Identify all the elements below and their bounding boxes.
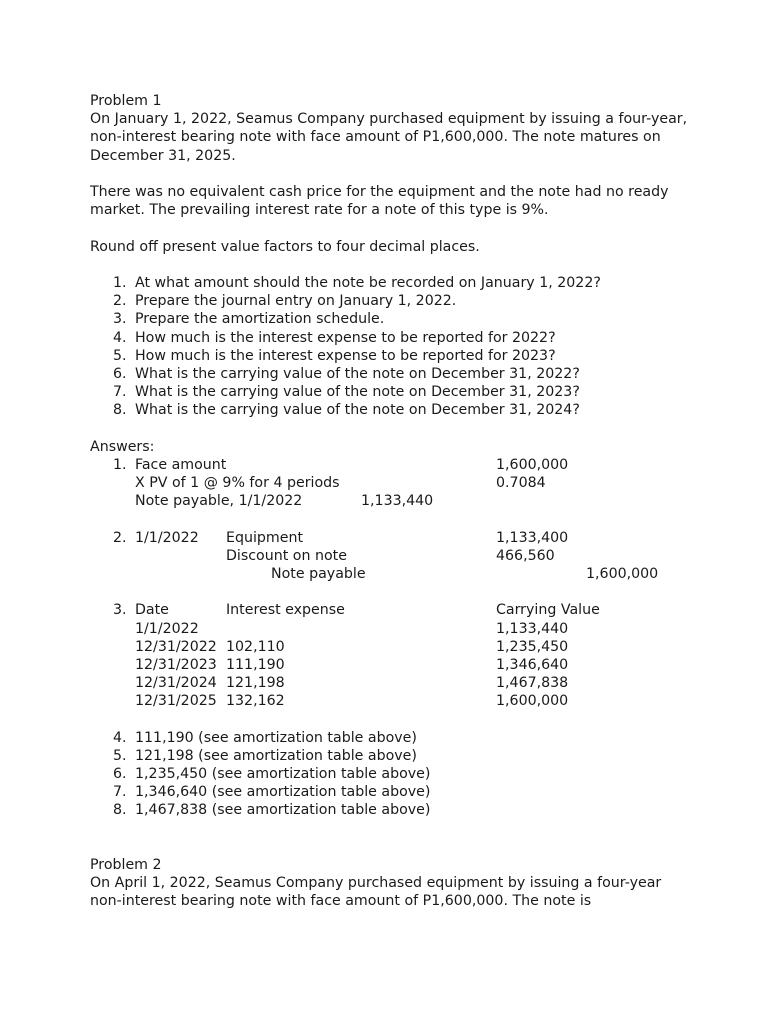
question-item: 8. What is the carrying value of the note on December 31, 2024? xyxy=(113,402,580,419)
question-item: 6. What is the carrying value of the note on December 31, 2022? xyxy=(113,365,580,382)
list-item: 4. 111,190 (see amortization table above) xyxy=(113,729,417,746)
answer-number: 3. xyxy=(113,602,127,619)
question-item: 1. At what amount should the note be recorded on January 1, 2022? xyxy=(113,274,601,291)
debit-account-2: Discount on note xyxy=(226,547,347,564)
table-row: 12/31/2025 132,162 1,600,000 xyxy=(135,693,569,710)
debit-account-1: Equipment xyxy=(226,529,304,546)
list-item: 8. 1,467,838 (see amortization table above) xyxy=(113,802,431,819)
questions-list xyxy=(90,274,690,420)
answer-number: 1. xyxy=(113,456,127,473)
pv-factor-value: 0.7084 xyxy=(496,475,546,492)
header-date: Date xyxy=(135,602,169,619)
list-item: 7. 1,346,640 (see amortization table above) xyxy=(113,784,431,801)
question-item: 5. How much is the interest expense to be reported for 2023? xyxy=(113,347,556,364)
question-item: 2. Prepare the journal entry on January 1, 2022. xyxy=(113,293,457,310)
journal-date: 1/1/2022 xyxy=(135,529,199,546)
problem1-title: Problem 1 xyxy=(90,93,162,109)
schedule-header xyxy=(90,601,690,619)
debit-amount-1: 1,133,400 xyxy=(496,529,569,546)
pv-factor-label: X PV of 1 @ 9% for 4 periods xyxy=(135,475,340,492)
face-amount-value: 1,600,000 xyxy=(496,456,569,473)
list-item: 6. 1,235,450 (see amortization table above) xyxy=(113,766,431,783)
problem2-title: Problem 2 xyxy=(90,857,162,873)
answer-number: 2. xyxy=(113,529,127,546)
answers-heading: Answers: xyxy=(90,438,155,455)
list-item: 5. 121,198 (see amortization table above) xyxy=(113,747,417,764)
debit-amount-2: 466,560 xyxy=(496,547,555,564)
header-carrying: Carrying Value xyxy=(496,602,600,619)
header-interest: Interest expense xyxy=(226,602,345,619)
table-row: 12/31/2024 121,198 1,467,838 xyxy=(135,675,569,692)
answers-list xyxy=(90,729,690,820)
problem1-paragraph-3: Round off present value factors to four decimal places. xyxy=(90,238,480,255)
question-item: 4. How much is the interest expense to be reported for 2022? xyxy=(113,329,556,346)
question-item: 3. Prepare the amortization schedule. xyxy=(113,311,385,328)
answer-1 xyxy=(90,456,690,511)
table-row: 12/31/2022 102,110 1,235,450 xyxy=(135,638,569,655)
note-payable-label: Note payable, 1/1/2022 xyxy=(135,493,303,510)
problem2-paragraph-1: On April 1, 2022, Seamus Company purchased equipment by issuing a four-year non-interest bearing note with face amount of P1,600,000. The note is xyxy=(90,875,662,910)
note-payable-value: 1,133,440 xyxy=(361,493,434,510)
problem1-paragraph-2: There was no equivalent cash price for the equipment and the note had no ready market. The prevailing interest rate for a note of this type is 9%. xyxy=(90,184,669,219)
table-row: 1/1/2022 1,133,440 xyxy=(135,620,569,637)
question-item: 7. What is the carrying value of the note on December 31, 2023? xyxy=(113,384,580,401)
answer-2-journal-entry: 2. 1/1/2022 Equipment 1,133,400 Discount on note 466,560 Note payable 1,600,000 xyxy=(113,529,659,582)
face-amount-label: Face amount xyxy=(135,456,227,473)
problem1-paragraph-1: On January 1, 2022, Seamus Company purchased equipment by issuing a four-year, non-interest bearing note with face amount of P1,600,000. The note matures on December 31, 2025. xyxy=(90,111,688,164)
answer-3-amortization-schedule xyxy=(90,601,690,710)
document-page xyxy=(90,92,690,911)
credit-account: Note payable xyxy=(271,566,366,582)
table-row: 12/31/2023 111,190 1,346,640 xyxy=(135,656,569,673)
